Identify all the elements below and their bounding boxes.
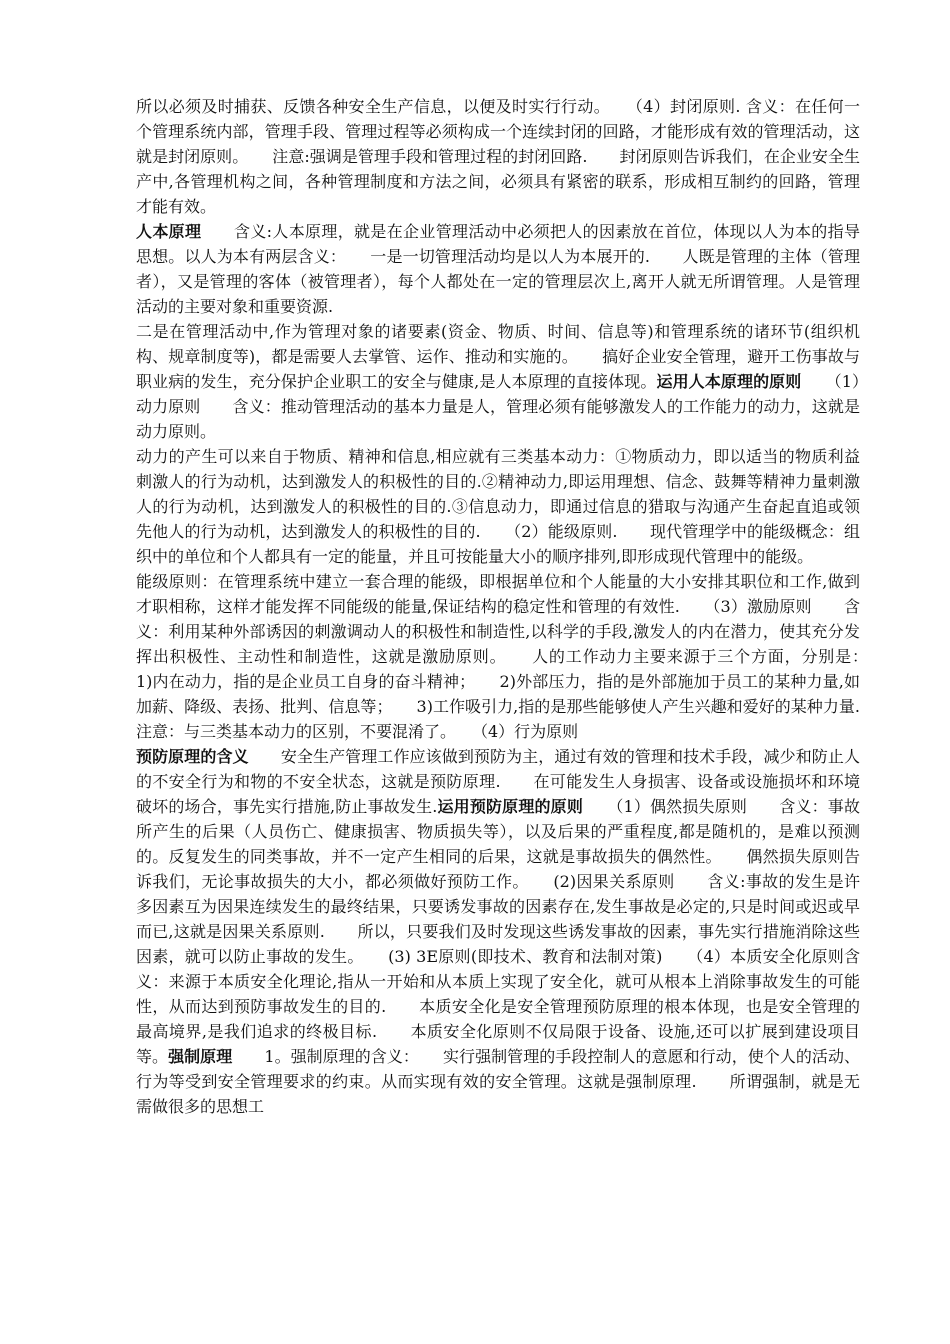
paragraph-human-principle [136,219,860,319]
text-run: （1）动力原则 含义：推动管理活动的基本力量是人，管理必须有能够激发人的工作能力的动力，这就是动力原则。 [136,372,860,441]
section-heading-prevention-meaning: 预防原理的含义 [136,747,249,766]
text-run: 动力的产生可以来自于物质、精神和信息,相应就有三类基本动力：①物质动力，即以适当的物质利益刺激人的行为动机，达到激发人的积极性的目的.②精神动力,即运用理想、信念、鼓舞等精神力量刺激人的行为动机，达到激发人的积极性的目的.③信息动力，即通过信息的猎取与沟通产生奋起直追或领先他人的行为动机，达到激发人的积极性的目的. （2）能级原则. 现代管理学中的能级概念：组织中的单位和个人都具有一定的能量，并且可按能量大小的顺序排列,即形成现代管理中的能级。 [136,447,860,566]
section-heading-enforcement-principle: 强制原理 [168,1047,233,1066]
paragraph-human-principle-second-meaning [136,319,860,444]
paragraph-motivation-sources [136,444,860,569]
text-run: 1。强制原理的含义： 实行强制管理的手段控制人的意愿和行动，使个人的活动、行为等受到安全管理要求的约束。从而实现有效的安全管理。这就是强制原理. 所谓强制，就是无需做很多的思想工 [136,1047,860,1116]
text-run: 含义:人本原理，就是在企业管理活动中必须把人的因素放在首位，体现以人为本的指导思想。以人为本有两层含义： 一是一切管理活动均是以人为本展开的. 人既是管理的主体（管理者），又是管理的客体（被管理者），每个人都处在一定的管理层次上,离开人就无所谓管理。人是管理活动的主要对象和重要资源. [136,222,860,316]
section-heading-apply-human-principle: 运用人本原理的原则 [656,372,802,391]
paragraph-closed-loop-principle [136,94,860,219]
text-run: 所以必须及时捕获、反馈各种安全生产信息，以便及时实行行动。 （4）封闭原则. 含义：在任何一个管理系统内部，管理手段、管理过程等必须构成一个连续封闭的回路，才能形成有效的管理活动，这就是封闭原则。 注意:强调是管理手段和管理过程的封闭回路. 封闭原则告诉我们，在企业安全生产中,各管理机构之间，各种管理制度和方法之间，必须具有紧密的联系，形成相互制约的回路，管理才能有效。 [136,97,860,216]
text-run: 能级原则：在管理系统中建立一套合理的能级，即根据单位和个人能量的大小安排其职位和工作,做到才职相称，这样才能发挥不同能级的能量,保证结构的稳定性和管理的有效性. （3）激励原则 含义：利用某种外部诱因的刺激调动人的积极性和制造性,以科学的手段,激发人的内在潜力，使其充分发挥出积极性、主动性和制造性，这就是激励原则。 人的工作动力主要来源于三个方面，分别是： 1)内在动力，指的是企业员工自身的奋斗精神； 2)外部压力，指的是外部施加于员工的某种力量,如加薪、降级、表扬、批判、信息等； 3)工作吸引力,指的是那些能够使人产生兴趣和爱好的某种力量. 注意：与三类基本动力的区别，不要混淆了。 （4）行为原则 [136,572,893,741]
section-heading-apply-prevention: 运用预防原理的原则 [437,797,583,816]
document-body [136,94,893,1119]
text-run: 二是在管理活动中,作为管理对象的诸要素(资金、物质、时间、信息等)和管理系统的诸环节(组织机构、规章制度等)，都是需要人去掌管、运作、推动和实施的。 搞好企业安全管理，避开工伤事故与职业病的发生，充分保护企业职工的安全与健康,是人本原理的直接体现。 [136,322,860,391]
paragraph-prevention-principle [136,744,860,1119]
text-run: 安全生产管理工作应该做到预防为主，通过有效的管理和技术手段，减少和防止人的不安全行为和物的不安全状态，这就是预防原理. 在可能发生人身损害、设备或设施损坏和环境破坏的场合，事先实行措施,防止事故发生. [136,747,860,816]
text-run: （1）偶然损失原则 含义：事故所产生的后果（人员伤亡、健康损害、物质损失等），以及后果的严重程度,都是随机的，是难以预测的。反复发生的同类事故，并不一定产生相同的后果，这就是事故损失的偶然性。 偶然损失原则告诉我们，无论事故损失的大小，都必须做好预防工作。 (2)因果关系原则 含义:事故的发生是许多因素互为因果连续发生的最终结果，只要诱发事故的因素存在,发生事故是必定的,只是时间或迟或早而已,这就是因果关系原则. 所以，只要我们及时发现这些诱发事故的因素，事先实行措施消除这些因素，就可以防止事故的发生。 (3) 3E原则(即技术、教育和法制对策) （4）本质安全化原则含义：来源于本质安全化理论,指从一开始和从本质上实现了安全化，就可从根本上消除事故发生的可能性，从而达到预防事故发生的目的. 本质安全化是安全管理预防原理的根本体现，也是安全管理的最高境界,是我们追求的终极目标. 本质安全化原则不仅局限于设备、设施,还可以扩展到建设项目等。 [136,797,860,1066]
paragraph-energy-level-principle [136,569,893,744]
section-heading-human-principle: 人本原理 [136,222,202,241]
